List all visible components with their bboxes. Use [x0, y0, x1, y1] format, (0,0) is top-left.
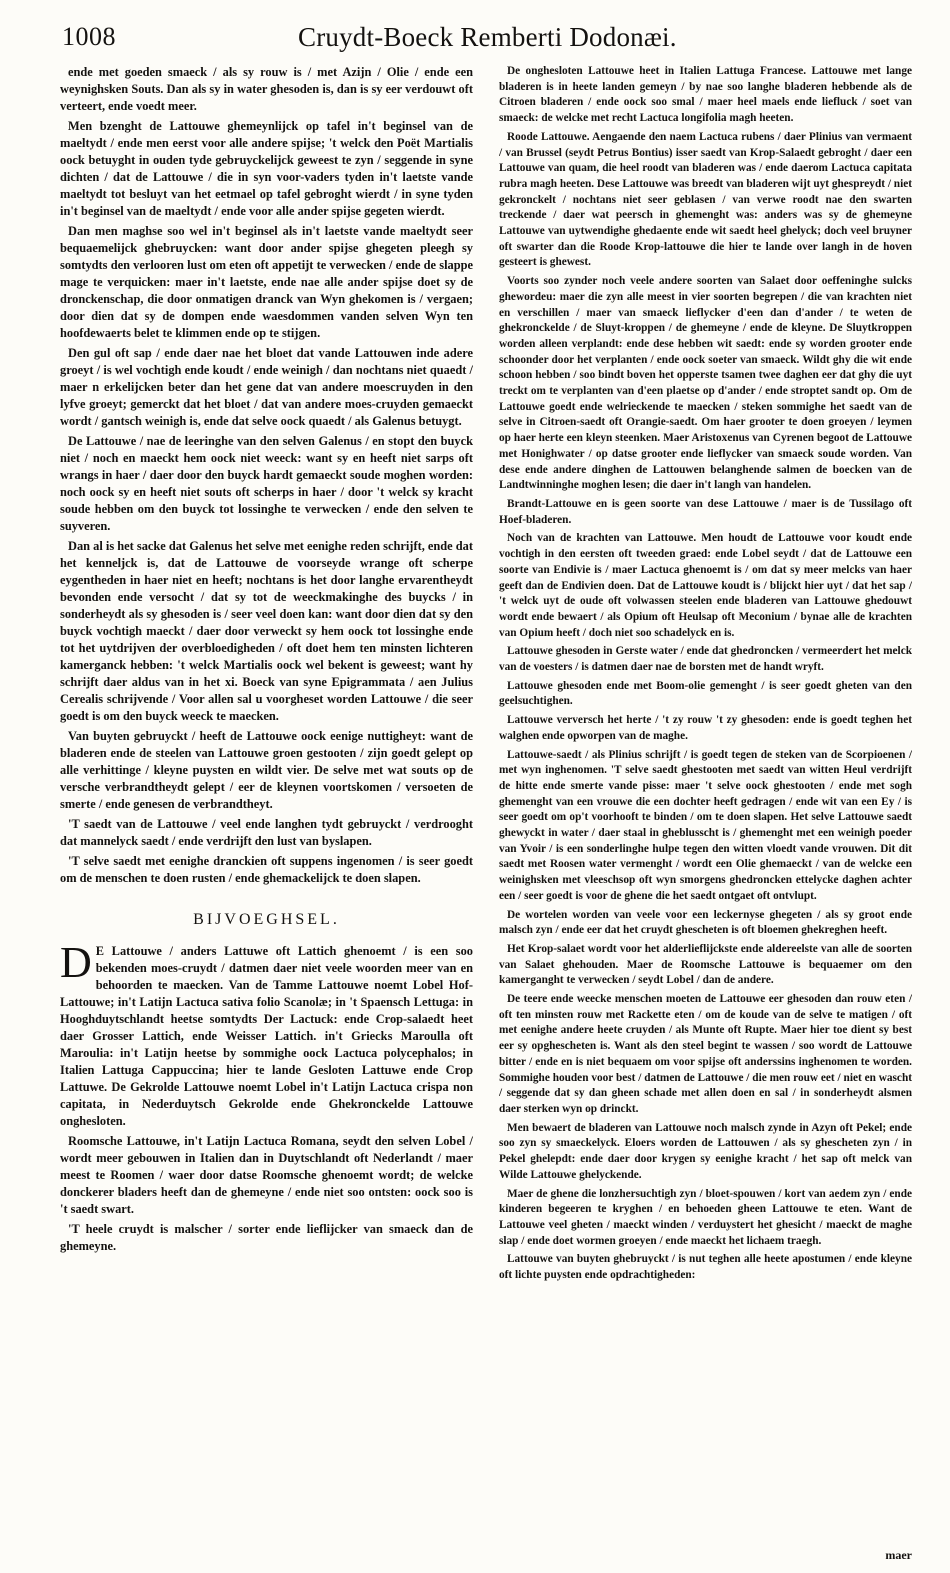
- paragraph: De teere ende weecke menschen moeten de Lattouwe eer ghesoden dan rouw eten / oft ten minsten rouw met Rackette eten / om de koude van de selve te matigen / oft met eenighe andere heete cruyden / als Munte oft Rupte. Maer hier toe dient sy best eer sy opghescheten is. Want als den steel begint te wassen / soo wordt de Lattouwe bitter / ende en is niet bequaem om voor spijse oft anderssins inghenomen te worden. Sommighe houden voor best / datmen de Lattouwe / die men rouw eet / niet en wascht / seggende dat sy dan gheen schade met allen doen en sal / in sonderheydt alsmen daer sterken wyn op drinckt.: [499, 993, 912, 1115]
- paragraph: Men bewaert de bladeren van Lattouwe noch malsch zynde in Azyn oft Pekel; ende soo zyn sy smaeckelyck. Eloers worden de Lattouwen / als sy ghescheten zyn / in Pekel ghelepdt: ende daer door krygen sy eenighe kracht / het sap oft melck van Wilde Lattouwe ghelyckende.: [499, 1121, 912, 1181]
- paragraph: Voorts soo zynder noch veele andere soorten van Salaet door oeffeninghe sulcks ghewordeu: maer die zyn alle meest in vier soorten begrepen / die van krachten niet en verschillen / maer van smaeck lieflycker d'een dan d'ander / te weten de ghekronckelde / de Sluyt-kroppen / de ghemeyne / ende de kleyne. De Sluytkroppen worden alleen verplandt: ende dese hebben wit saedt: ende sy worden grooter ende schoonder door het verplanten / ende oock soeter van smaeck. Wildt ghy die wit ende schoon hebben / soo bindt boven het opperste tsamen twee daghen eer dat ghy die uyt treckt om te verplanten van d'een plaetse op d'ander / ende stroptet sandt op. Om de Lattouwe goedt ende welrieckende te maecken / steken sommighe het saedt van de selve in Citroen-saedt oft Orangie-saedt. Om haer grooter te doen groeyen / leymen op haer herte een kleyn steenken. Maer Aristoxenus van Cyrenen begoot de Lattouwe met Honighwater / op datse grooter ende lieflycker van smaeck soude worden. Van dese ende andere dinghen de Lattouwen belanghende salmen de boecken van de Landtwinninghe moghen lesen; die daer in't langh van handelen.: [499, 275, 912, 492]
- paragraph: 'T saedt van de Lattouwe / veel ende langhen tydt gebruyckt / verdrooght dat mannelyck saedt / ende verdrijft den lust van byslapen.: [60, 817, 473, 848]
- paragraph: Van buyten gebruyckt / heeft de Lattouwe oock eenige nuttigheyt: want de bladeren ende de steelen van Lattouwe groen gestooten / zijn goedt gelept op alle verhittinge / kleyne puysten en wildt vier. De selve met wat souts op de versche verbrandtheydt gelept / eer de kleynen voortskomen / versoeten de smerte / ende genesen de verbrandtheyt.: [60, 729, 473, 811]
- paragraph: Lattouwe ghesoden in Gerste water / ende dat ghedroncken / vermeerdert het melck van de voesters / is datmen daer nae de borsten met de handt wryft.: [499, 645, 912, 674]
- catchword: maer: [885, 1548, 912, 1562]
- paragraph: Men bzenght de Lattouwe ghemeynlijck op tafel in't beginsel van de maeltydt / ende men eerst voor alle andere spijse; 't welck den Poët Martialis oock betuyght in ouden tyde gebruyckelijck geweest te zyn / seggende in syne dichten / dat de Lattouwe / die in syn voor-vaders tyden in't laetste vande maeltydt tot besluyt van het eetmael op tafel gebroght wierdt / in syne tyden in't beginsel van de maeltydt / ende voor alle ander spijse gegeten wierdt.: [60, 119, 473, 218]
- drop-cap: D: [60, 938, 92, 987]
- paragraph: De onghesloten Lattouwe heet in Italien Lattuga Francese. Lattouwe met lange bladeren is in heete landen gemeyn / by nae soo langhe bladeren hebbende als de Citroen bladeren / ende oock soo smal / maer heel maels ende liefluck / soet van smaeck: de welcke met recht Lactuca longifolia magh heeten.: [499, 65, 912, 125]
- dropcap-paragraph: [60, 938, 473, 1130]
- right-column: [499, 64, 912, 1544]
- paragraph: Roode Lattouwe. Aengaende den naem Lactuca rubens / daer Plinius van vermaent / van Brussel (seydt Petrus Bontius) isser saedt van Krop-Salaedt gebroght / daer een Lattouwe van quam, die heel roodt van bladeren was / ende daerom Lactuca capitata rubra magh heeten. Dese Lattouwe was breedt van bladeren wijt uyt ghespreydt / niet gekronckelt / nochtans niet seer geblasen / van verwe roodt nae den swarten treckende / daer wat peersch in ghemenght was: anders was sy de ghemeyne Lattouwe van uytwendighe ghedaente ende wit saedt heel ghelyck; doch veel bruyner oft swarter dan die Roode Krop-lattouwe die hier te lande over langh in de hoven gesteert is ghewest.: [499, 130, 912, 269]
- paragraph: Lattouwe ghesoden ende met Boom-olie gemenght / is seer goedt gheten van den geelsuchtighen.: [499, 679, 912, 708]
- paragraph: Het Krop-salaet wordt voor het alderlieflijckste ende aldereelste van alle de soorten van Salaet ghehouden. Maer de Roomsche Lattouwe is bequaemer om den kamerganght te verwecken / seydt Lobel / dan de andere.: [499, 942, 912, 987]
- page-number: 1008: [62, 22, 116, 51]
- paragraph-text: E Lattouwe / anders Lattuwe oft Lattich ghenoemt / is een soo bekenden moes-cruydt / datmen daer niet veele woorden meer van en behoorden te maecken. Van de Tamme Lattouwe noemt Lobel Hof-Lattouwe; in't Latijn Lactuca sativa folio Scanolæ; in 't Spaensch Lettuga: in Hooghduytschlandt heetse somtydts Der Lactuck: ende Crop-salaedt heet daer Grosser Lattich, ende Weisser Lattich. in't Griecks Maroulla oft Maroulia: in't Latijn heetse by sommighe oock Lactuca polycephalos; in Italien Lattuga Cappuccina; hier te lande Gesloten Lattuwe ende Crop Lattuwe. De Gekrolde Lattouwe noemt Lobel in't Latijn Lactuca crispa non capitata, in Nederduytsch Gekrolde ende Ghekronckelde Lattouwe onghesloten.: [60, 944, 473, 1128]
- paragraph: Maer de ghene die lonzhersuchtigh zyn / bloet-spouwen / kort van aedem zyn / ende kinderen begeeren te kryghen / en behoeden gheen Lattouwe te eten. Want de Lattouwe veel gheten / maeckt winden / verduystert het ghesicht / maeckt de maghe slap / ende doet wormen groeyen / ende maeckt het lichaem traegh.: [499, 1187, 912, 1247]
- left-column: [60, 64, 473, 1544]
- paragraph: Lattouwe-saedt / als Plinius schrijft / is goedt tegen de steken van de Scorpioenen / met wyn inghenomen. 'T selve saedt ghestooten met saedt van witten Heul verdrijft de hitte ende smerte vande pisse: maer 't selve oock ghestooten / ende met sogh ghemenght van een vrouwe die een dochter heeft gedragen / ende wit van een Ey / is seer goedt om op't voorhooft te binden / om te doen slapen. Het selve Lattouwe saedt ghewyckt in water / daer staal in gheblusscht is / ghemenght met een weinigh poeder van Yvoir / is een sonderlinghe hulpe tegen den witten vloedt vande vrouwen. Dit dit saedt met Roosen water vermenght / wordt een Olie ghemaeckt / van de welcke een weinighsken met vleeschsop oft wyn smorgens ghedroncken ettelycke daghen achter een / seer goedt is voor de ghene die het saedt ontgaet oft ontvlupt.: [499, 748, 912, 902]
- paragraph: 'T heele cruydt is malscher / sorter ende lieflijcker van smaeck dan de ghemeyne.: [60, 1222, 473, 1253]
- paragraph: Brandt-Lattouwe en is geen soorte van dese Lattouwe / maer is de Tussilago oft Hoef-bladeren.: [499, 497, 912, 526]
- paragraph: Roomsche Lattouwe, in't Latijn Lactuca Romana, seydt den selven Lobel / wordt meer gebouwen in Italien dan in Duytschlandt oft Nederlandt / maer meest te Roomen / waer door datse Roomsche ghenoemt wordt; de welcke donckerer bladers heeft dan de ghemeyne / ende niet soo ontsten: oock soo is 't saedt swart.: [60, 1134, 473, 1216]
- paragraph: De wortelen worden van veele voor een leckernyse ghegeten / als sy groot ende malsch zyn / ende eer dat het cruydt ghescheten is oft bloemen ghekreghen heeft.: [499, 908, 912, 937]
- running-title: Cruydt-Boeck Remberti Dodonæi.: [298, 22, 677, 52]
- paragraph: Dan men maghse soo wel in't beginsel als in't laetste vande maeltydt seer bequaemelijck ghebruycken: want door ander spijse ghegeten pleegh sy somtydts den verlooren lust om eten oft appetijt te verwecken / ende de slappe mage te verquicken: maer in't laetste, ende nae alle ander spijse doet sy de dronckenschap, die door onmatigen dranck van Wyn ghekomen is / vergaen; door dien dat sy de dompen ende waesdommen vanden selven Wyn ten hoofdewaerts belet te klimmen ende op te stijgen.: [60, 224, 473, 340]
- page-header: [62, 22, 912, 62]
- paragraph: ende met goeden smaeck / als sy rouw is / met Azijn / Olie / ende een weynighsken Souts. Dan als sy in water ghesoden is, dan is sy eer verdouwt oft verteert, ende voedt meer.: [60, 65, 473, 113]
- paragraph: Den gul oft sap / ende daer nae het bloet dat vande Lattouwen inde adere groeyt / is wel vochtigh ende koudt / ende weinigh / dan nochtans niet quaedt / maer n erkelijcken beter dan het gene dat van andere moescruyden in den lyfve groeyt; gemerckt dat het bloet / dat van andere moes-cruyden gemaeckt wordt / gantsch weinigh is, ende dat selve oock quaedt / als Galenus betuygt.: [60, 346, 473, 428]
- section-heading: BIJVOEGHSEL.: [193, 911, 340, 928]
- paragraph: De Lattouwe / nae de leeringhe van den selven Galenus / en stopt den buyck niet / noch en maeckt hem oock niet weeck: want sy en heeft niet sarps oft wrangs in haer / daer door den buyck hardt gemaeckt soude moghen worden: noch oock sy en heeft niet souts oft scherps in haer / door 't welck sy kracht soude hebben om den buyck tot lossinghe te verwecken / ende den selven te suyveren.: [60, 434, 473, 533]
- paragraph: Lattouwe verversch het herte / 't zy rouw 't zy ghesoden: ende is goedt teghen het walghen ende opworpen van de maghe.: [499, 714, 912, 742]
- paragraph: Noch van de krachten van Lattouwe. Men houdt de Lattouwe voor koudt ende vochtigh in den eersten oft tweeden graed: ende Lobel seydt / dat de Lattouwe een soorte van Endivie is / maer Lactuca ghenoemt is / om dat sy meer melcks van haer geeft dan de Endivien doen. Dat de Lattouwe koudt is / blijckt hier uyt / dat het sap / 't welck uyt de oude oft volwassen steelen ende bladeren van Lattouwe ghedouwt wordt ende bewaert / als Opium oft Heulsap oft Meconium / bynae alle de krachten van Opium heeft / doch niet soo schadelyck en is.: [499, 532, 912, 639]
- paragraph: Lattouwe van buyten ghebruyckt / is nut teghen alle heete apostumen / ende kleyne oft lichte puysten ende opdrachtigheden:: [499, 1253, 912, 1282]
- paragraph: Dan al is het sacke dat Galenus het selve met eenighe reden schrijft, ende dat het kenneljck is, dat de Lattouwe de voorseyde wrange oft scherpe eygentheden in haer niet en heeft; nochtans is het door langhe ervarentheydt bevonden ende versocht / dat sy tot de weeckmakinghe des buycks / in sonderheydt als sy ghesoden is / seer veel doen kan: want door dien dat sy den buyck vochtigh maeckt / daer door verweckt sy hem oock tot lossinghe ende tot het uytdrijven der overbloedigheden / oft doet hem ten minsten lichteren kamerganck hebben: 't welck Martialis oock wel bekent is geweest; want hy schrijft daer aldus van in het xi. Boeck van syne Epigrammata / aen Julius Cerealis schrijvende / Voor allen sal u voorgheset worden Lattouwe / die seer goedt is om den buyck weeck te maecken.: [60, 539, 473, 723]
- paragraph: 'T selve saedt met eenighe dranckien oft suppens ingenomen / is seer goedt om de menschen te doen rusten / ende ghemackelijck te doen slapen.: [60, 854, 473, 885]
